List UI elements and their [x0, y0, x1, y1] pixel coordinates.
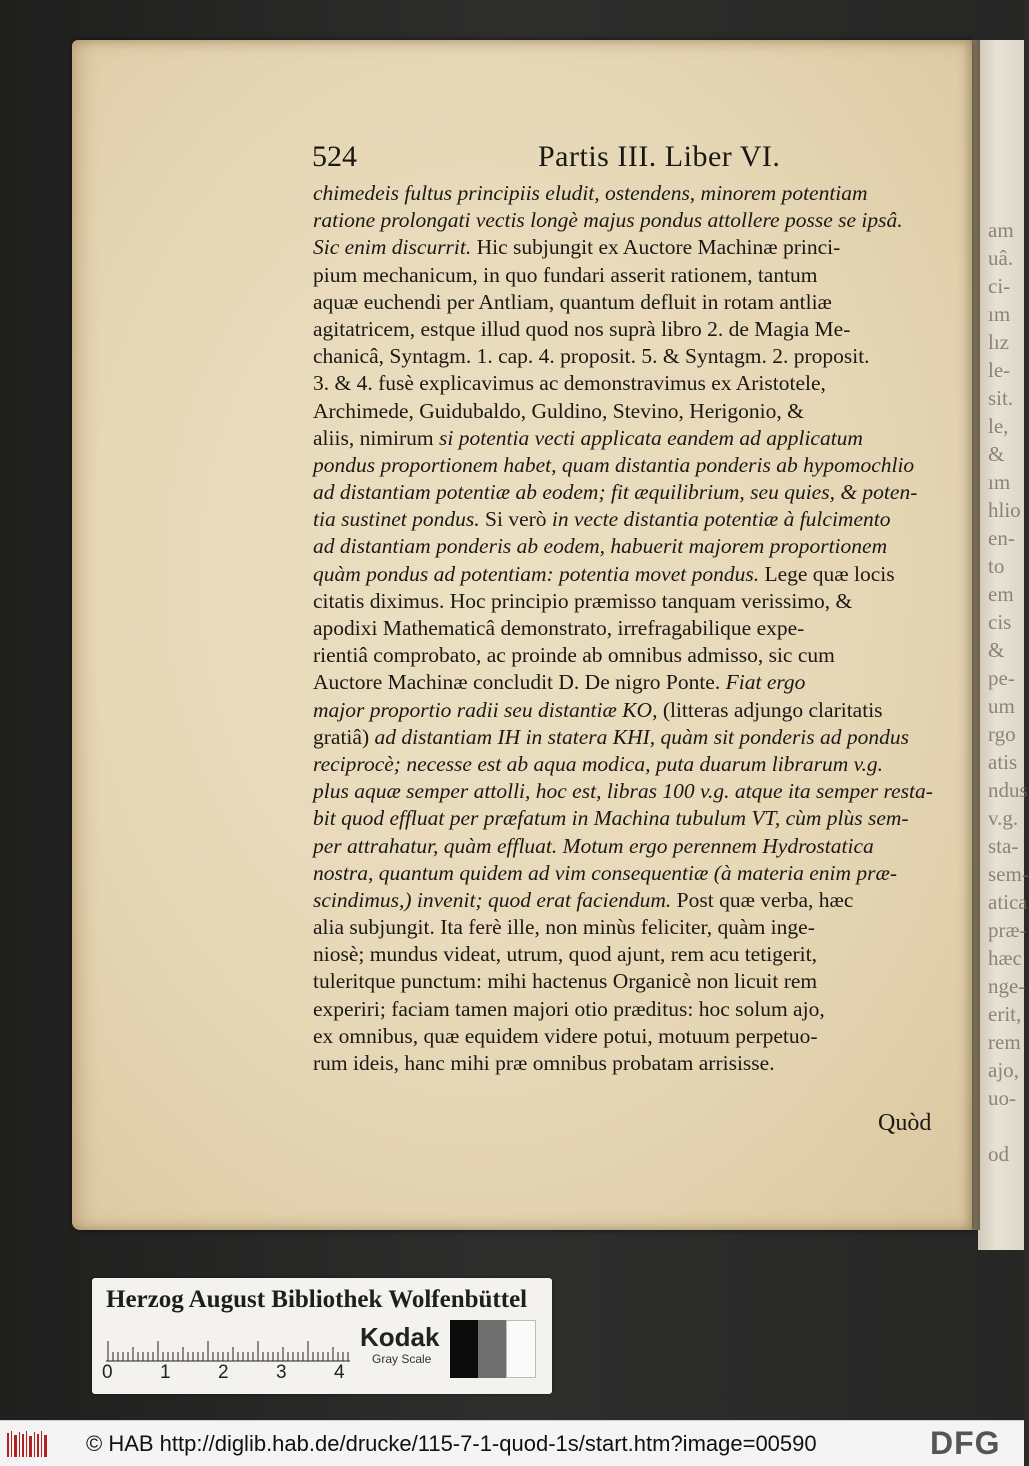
roman-segment: aquæ euchendi per Antliam, quantum defluit in rotam antliæ [313, 289, 832, 314]
page-number: 524 [312, 140, 357, 173]
text-line [313, 289, 953, 316]
italic-segment: bit quod effluat per præfatum in Machina tubulum VT, cùm plùs sem- [313, 806, 909, 831]
body-text [313, 180, 953, 1077]
ruler-scale [106, 1326, 350, 1362]
text-line [313, 642, 953, 669]
text-line [313, 887, 953, 914]
text-line [313, 805, 953, 832]
text-line [313, 316, 953, 343]
roman-segment: chanicâ, Syntagm. 1. cap. 4. proposit. 5. & Syntagm. 2. proposit. [313, 344, 870, 369]
italic-segment: tia sustinet pondus. [313, 507, 480, 532]
text-line [313, 262, 953, 289]
library-name: Herzog August Bibliothek Wolfenbüttel [106, 1286, 528, 1313]
roman-segment: Post quæ verba, hæc [671, 887, 854, 912]
italic-segment: nostra, quantum quidem ad vim consequentiæ (à materia enim præ- [313, 860, 898, 885]
copyright-url[interactable]: © HAB http://diglib.hab.de/drucke/115-7-1-quod-1s/start.htm?image=00590 [86, 1431, 817, 1456]
running-head: Partis III. Liber VI. [538, 140, 781, 173]
italic-segment: quàm pondus ad potentiam: potentia movet pondus. [313, 561, 760, 586]
text-line [313, 180, 953, 207]
text-line [313, 669, 953, 696]
kodak-brand: Kodak [360, 1322, 440, 1352]
italic-segment: si potentia vecti applicata eandem ad applicatum [439, 425, 863, 450]
ruler-number: 2 [218, 1362, 229, 1383]
text-line [313, 398, 953, 425]
italic-segment: reciprocè; necesse est ab aqua modica, puta duarum librarum v.g. [313, 751, 884, 776]
facing-page-edge [978, 40, 1029, 1250]
text-line [313, 343, 953, 370]
italic-segment: Fiat ergo [725, 670, 806, 695]
ruler-numbers [102, 1362, 362, 1388]
roman-segment: agitatricem, estque illud quod nos suprà libro 2. de Magia Me- [313, 316, 851, 341]
italic-segment: Motum ergo perennem Hydrostatica [562, 833, 874, 858]
gray-swatch-white [506, 1320, 536, 1378]
text-line [313, 751, 953, 778]
ruler-number: 0 [102, 1362, 113, 1383]
italic-segment: per attrahatur, quàm effluat. [313, 833, 558, 858]
text-line [313, 914, 953, 941]
italic-segment: scindimus,) invenit; quod erat faciendum. [313, 887, 672, 912]
roman-segment: citatis diximus. Hoc principio præmisso tanquam verissimo, & [313, 588, 853, 613]
text-line [313, 615, 953, 642]
italic-segment: ratione prolongati vectis longè majus pondus attollere posse se ipsâ. [313, 208, 903, 233]
text-line [313, 561, 953, 588]
text-line [313, 588, 953, 615]
text-line [313, 833, 953, 860]
text-line [313, 996, 953, 1023]
text-line [313, 697, 953, 724]
roman-segment: tuleritque punctum: mihi hactenus Organicè non licuit rem [313, 969, 818, 994]
ruler-number: 4 [334, 1362, 345, 1383]
text-line [313, 425, 953, 452]
gray-swatch-mid [478, 1320, 506, 1378]
italic-segment: Sic enim discurrit. [313, 235, 472, 260]
gray-scale-caption: Gray Scale [372, 1352, 432, 1366]
italic-segment: major proportio radii seu distantiæ KO, [313, 697, 663, 722]
gray-swatch-black [450, 1320, 478, 1378]
roman-segment: pium mechanicum, in quo fundari asserit rationem, tantum [313, 262, 818, 287]
italic-segment: ad distantiam ponderis ab eodem, habuerit majorem proportionem [313, 534, 888, 559]
roman-segment: niosè; mundus videat, utrum, quod ajunt, rem acu tetigerit, [313, 942, 817, 967]
ruler-number: 1 [160, 1362, 171, 1383]
dfg-logo: DFG [930, 1425, 1001, 1461]
text-line [313, 1023, 953, 1050]
italic-segment: ad distantiam potentiæ ab eodem; fit æquilibrium, seu quies, & poten- [313, 480, 918, 505]
facing-page-bleed-text: am uâ. ci- ım lız le- sit. le, & ım hlio en- to em cis & pe- um rgo atis ndus v.g. sta- sem- atica præ- hæc nge- erit, rem ajo, uo- od [988, 218, 1029, 1166]
roman-segment: Auctore Machinæ concludit D. De nigro Ponte. [313, 670, 726, 695]
viewer-footer [0, 1420, 1024, 1466]
text-line [313, 479, 953, 506]
roman-segment: ex omnibus, quæ equidem videre potui, motuum perpetuo- [313, 1023, 818, 1048]
roman-segment: gratiâ) [313, 724, 375, 749]
text-line [313, 941, 953, 968]
library-label-card [92, 1278, 552, 1394]
italic-segment: ad distantiam IH in statera KHI, quàm sit ponderis ad pondus [374, 724, 910, 749]
text-line [313, 778, 953, 805]
text-line [313, 860, 953, 887]
text-line [313, 452, 953, 479]
text-line [313, 1050, 953, 1077]
roman-segment: Archimede, Guidubaldo, Guldino, Stevino, Herigonio, & [313, 398, 804, 423]
italic-segment: in vecte distantia potentiæ à fulcimento [551, 507, 891, 532]
text-line [313, 724, 953, 751]
text-line [313, 370, 953, 397]
text-line [313, 506, 953, 533]
italic-segment: pondus proportionem habet, quam distantia ponderis ab hypomochlio [313, 452, 915, 477]
text-line [313, 234, 953, 261]
italic-segment: chimedeis fultus principiis eludit, ostendens, minorem potentiam [313, 181, 868, 205]
catchword: Quòd [878, 1110, 932, 1136]
roman-segment: 3. & 4. fusè explicavimus ac demonstravimus ex Aristotele, [313, 371, 826, 396]
roman-segment: apodixi Mathematicâ demonstrato, irrefragabilique expe- [313, 616, 805, 640]
ruler-number: 3 [276, 1362, 287, 1383]
roman-segment: rientiâ comprobato, ac proinde ab omnibus admisso, sic cum [313, 643, 835, 668]
roman-segment: experiri; faciam tamen majori otio præditus: hoc solum ajo, [313, 996, 825, 1021]
roman-segment: alia subjungit. Ita ferè ille, non minùs feliciter, quàm inge- [313, 915, 815, 940]
text-line [313, 968, 953, 995]
roman-segment: rum ideis, hanc mihi præ omnibus probatam arrisisse. [313, 1051, 775, 1075]
roman-segment: aliis, nimirum [313, 425, 440, 450]
roman-segment: Lege quæ locis [759, 561, 895, 586]
italic-segment: plus aquæ semper attolli, hoc est, libras 100 v.g. atque ita semper resta- [313, 779, 933, 804]
roman-segment: Hic subjungit ex Auctore Machinæ princi- [471, 235, 841, 260]
text-line [313, 207, 953, 234]
roman-segment: (litteras adjungo claritatis [662, 697, 883, 722]
page-header [312, 140, 952, 180]
barcode-icon [6, 1429, 50, 1459]
roman-segment: Si verò [479, 507, 552, 532]
text-line [313, 533, 953, 560]
